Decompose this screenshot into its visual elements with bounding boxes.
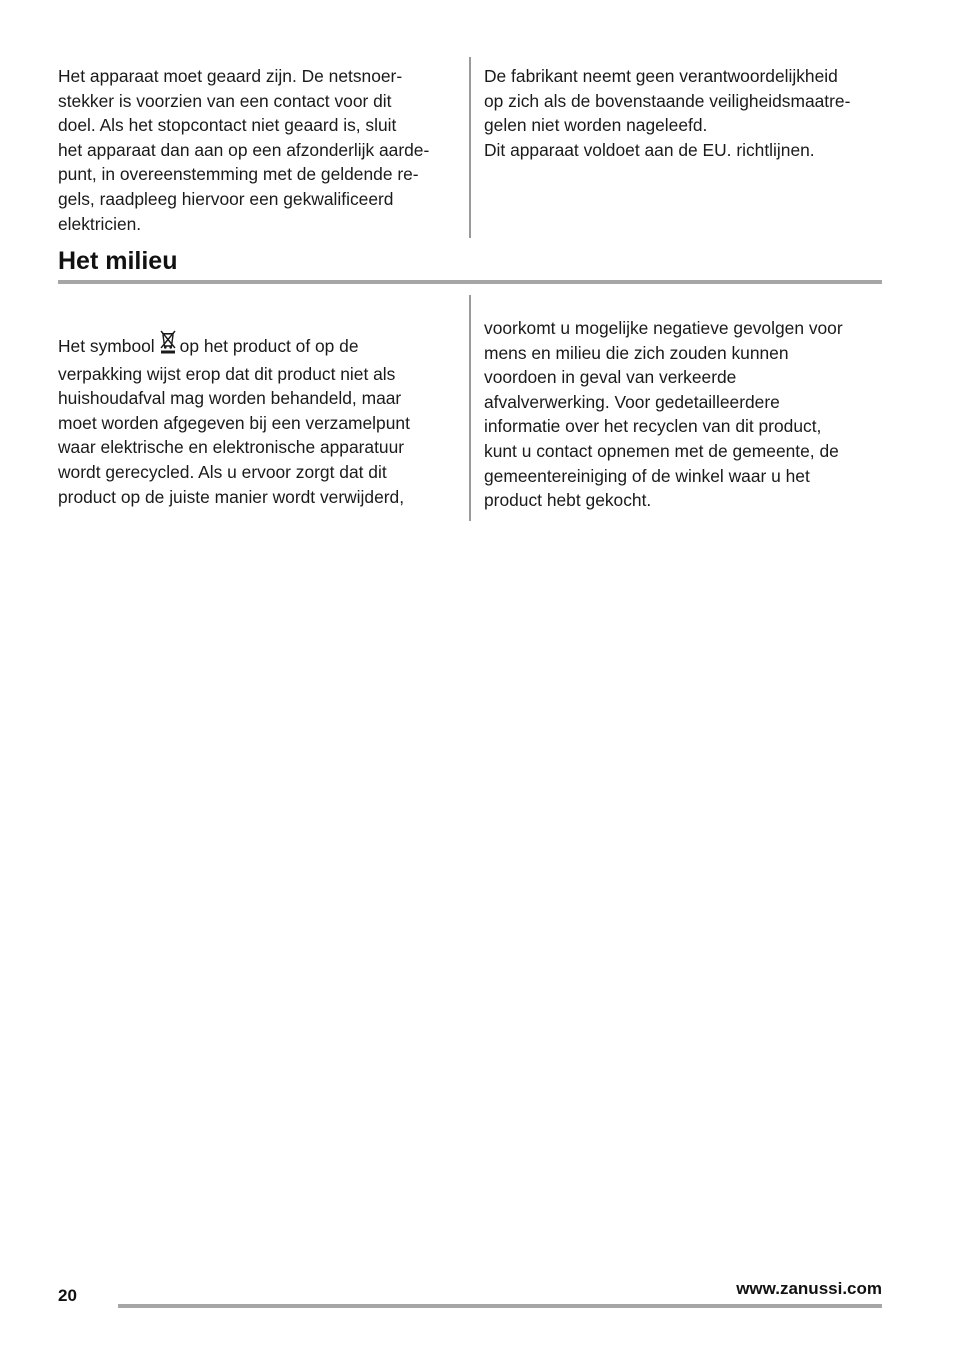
text-line: gels, raadpleeg hiervoor een gekwalificeerd [58, 188, 394, 209]
section-heading-milieu: Het milieu [58, 247, 178, 275]
text-line: gelen niet worden nageleefd. [484, 115, 708, 136]
crossed-out-wheelie-bin-icon [159, 329, 177, 362]
top-left-column [58, 64, 462, 236]
text-line: wordt gerecycled. Als u ervoor zorgt dat dit [58, 461, 387, 482]
column-divider-milieu [469, 295, 471, 521]
section-rule [58, 280, 882, 284]
page-number: 20 [58, 1286, 77, 1305]
text-line: huishoudafval mag worden behandeld, maar [58, 388, 402, 409]
text-line: op zich als de bovenstaande veiligheidsmaatre- [484, 90, 851, 111]
text-line: product op de juiste manier wordt verwijderd, [58, 486, 405, 507]
column-divider-top [469, 57, 471, 238]
text-line: moet worden afgegeven bij een verzamelpunt [58, 412, 410, 433]
top-right-column [484, 64, 884, 162]
text-line: Het apparaat moet geaard zijn. De netsnoer- [58, 66, 403, 86]
text-line: De fabrikant neemt geen verantwoordelijkheid [484, 66, 838, 86]
text-line: afvalverwerking. Voor gedetailleerdere [484, 391, 780, 412]
text-line: gemeentereiniging of de winkel waar u het [484, 465, 810, 486]
text-fragment: op het product of op de [179, 336, 359, 356]
website-link[interactable]: www.zanussi.com [736, 1279, 882, 1298]
text-line: kunt u contact opnemen met de gemeente, de [484, 440, 839, 461]
milieu-left-column [58, 329, 462, 509]
text-line: Dit apparaat voldoet aan de EU. richtlijnen. [484, 139, 815, 160]
text-line: het apparaat dan aan op een afzonderlijk aarde- [58, 139, 430, 160]
milieu-right-column [484, 316, 884, 513]
text-line: verpakking wijst erop dat dit product niet als [58, 363, 396, 384]
text-fragment: Het symbool [58, 336, 155, 356]
text-line: voordoen in geval van verkeerde [484, 367, 737, 388]
text-line: product hebt gekocht. [484, 490, 652, 511]
text-line: punt, in overeenstemming met de geldende re- [58, 164, 419, 185]
footer-rule [118, 1304, 882, 1308]
text-line: doel. Als het stopcontact niet geaard is, sluit [58, 115, 397, 136]
text-line-with-symbol [58, 329, 462, 362]
text-line: stekker is voorzien van een contact voor dit [58, 90, 392, 111]
text-line: informatie over het recyclen van dit product, [484, 416, 822, 437]
text-line: voorkomt u mogelijke negatieve gevolgen voor [484, 318, 843, 338]
text-line: mens en milieu die zich zouden kunnen [484, 342, 789, 363]
text-line: elektricien. [58, 213, 142, 234]
text-line: waar elektrische en elektronische apparatuur [58, 437, 405, 458]
